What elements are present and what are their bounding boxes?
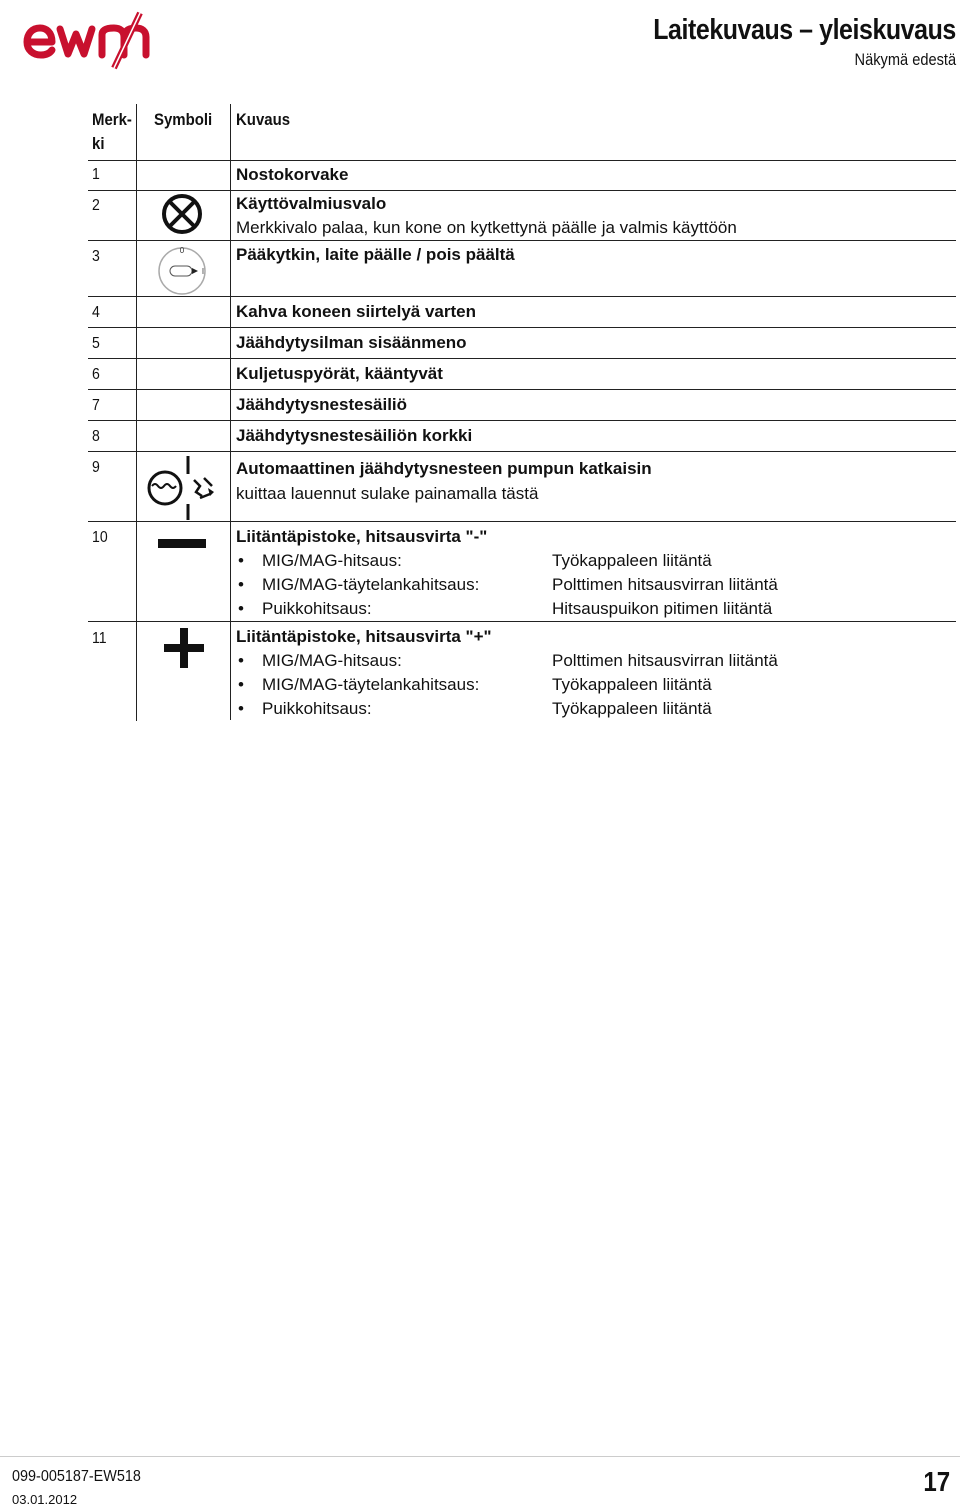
page-title: Laitekuvaus – yleiskuvaus — [653, 14, 956, 46]
row-number: 7 — [92, 397, 100, 414]
row-number: 5 — [92, 335, 100, 352]
row-number: 9 — [92, 459, 100, 476]
item-value: Työkappaleen liitäntä — [552, 675, 712, 694]
divider-mark-head — [136, 104, 137, 160]
col-mark-line1: Merk- — [92, 110, 132, 129]
row-title: Jäähdytysilman sisäänmeno — [236, 333, 467, 352]
row-divider — [88, 296, 956, 297]
row-number: 10 — [92, 529, 108, 546]
row-title: Liitäntäpistoke, hitsausvirta "+" — [236, 627, 492, 646]
row-title: Automaattinen jäähdytysnesteen pumpun katkaisin — [236, 459, 652, 478]
switch-label-0: 0 — [179, 246, 185, 255]
row-number: 3 — [92, 248, 100, 265]
col-symbol: Symboli — [154, 110, 213, 129]
item-label: MIG/MAG-hitsaus: — [262, 651, 402, 670]
row-number: 4 — [92, 304, 100, 321]
row-number: 2 — [92, 197, 100, 214]
ready-lamp-icon — [160, 192, 204, 236]
item-value: Työkappaleen liitäntä — [552, 551, 712, 570]
row-divider — [88, 327, 956, 328]
ewm-logo — [22, 10, 164, 70]
divider-desc — [230, 104, 231, 720]
footer-doc-code: 099-005187-EW518 — [12, 1468, 141, 1485]
row-title: Jäähdytysnestesäiliön korkki — [236, 426, 473, 445]
row-title: Käyttövalmiusvalo — [236, 194, 387, 213]
footer-date: 03.01.2012 — [12, 1492, 78, 1507]
row-divider — [88, 621, 956, 622]
bullet: • — [238, 651, 244, 670]
row-title: Nostokorvake — [236, 165, 349, 184]
item-label: MIG/MAG-hitsaus: — [262, 551, 402, 570]
row-title: Kahva koneen siirtelyä varten — [236, 302, 477, 321]
divider-mark — [136, 160, 137, 721]
footer-rule — [0, 1456, 960, 1457]
switch-label-1: I — [201, 267, 205, 276]
row-title: Pääkytkin, laite päälle / pois päältä — [236, 245, 515, 264]
row-title: Liitäntäpistoke, hitsausvirta "-" — [236, 527, 488, 546]
item-value: Työkappaleen liitäntä — [552, 699, 712, 718]
page-number: 17 — [923, 1466, 950, 1497]
bullet: • — [238, 599, 244, 618]
item-value: Polttimen hitsausvirran liitäntä — [552, 575, 778, 594]
row-detail: kuittaa lauennut sulake painamalla tästä — [236, 484, 539, 503]
item-label: Puikkohitsaus: — [262, 699, 372, 718]
row-divider — [88, 420, 956, 421]
plus-icon — [162, 626, 206, 670]
row-number: 11 — [92, 630, 107, 647]
row-divider — [88, 190, 956, 191]
row-divider — [88, 451, 956, 452]
row-number: 8 — [92, 428, 100, 445]
row-detail: Merkkivalo palaa, kun kone on kytkettynä päälle ja valmis käyttöön — [236, 218, 737, 237]
row-divider — [88, 389, 956, 390]
bullet: • — [238, 675, 244, 694]
minus-icon — [158, 539, 206, 548]
col-mark-line2: ki — [92, 134, 105, 153]
main-switch-icon — [156, 242, 208, 296]
page-subtitle: Näkymä edestä — [854, 50, 956, 69]
col-desc: Kuvaus — [236, 110, 291, 129]
row-divider — [88, 240, 956, 241]
row-divider — [88, 358, 956, 359]
row-number: 1 — [92, 166, 100, 183]
item-label: MIG/MAG-täytelankahitsaus: — [262, 675, 480, 694]
row-number: 6 — [92, 366, 100, 383]
bullet: • — [238, 699, 244, 718]
bullet: • — [238, 551, 244, 570]
bullet: • — [238, 575, 244, 594]
item-value: Polttimen hitsausvirran liitäntä — [552, 651, 778, 670]
item-label: MIG/MAG-täytelankahitsaus: — [262, 575, 480, 594]
row-divider — [88, 160, 956, 161]
row-title: Jäähdytysnestesäiliö — [236, 395, 408, 414]
item-value: Hitsauspuikon pitimen liitäntä — [552, 599, 773, 618]
coolant-pump-reset-icon — [144, 454, 224, 522]
item-label: Puikkohitsaus: — [262, 599, 372, 618]
row-title: Kuljetuspyörät, kääntyvät — [236, 364, 443, 383]
